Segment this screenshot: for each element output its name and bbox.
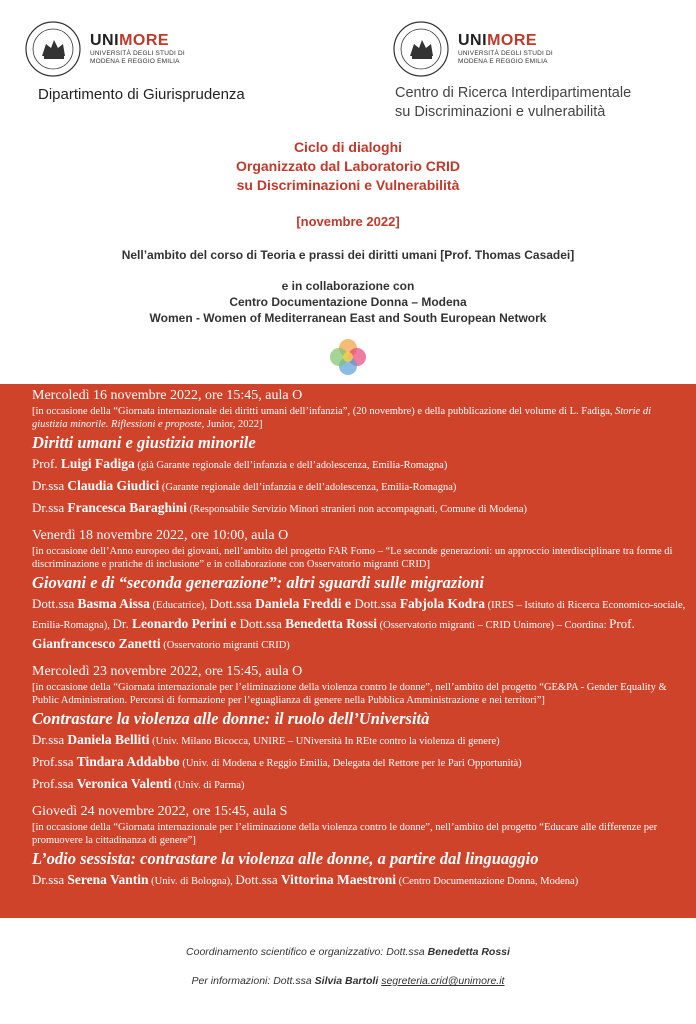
- header: [0, 0, 696, 135]
- speaker: Dr.ssa Daniela Belliti (Univ. Milano Bicocca, UNIRE – UNiversità In REte contro la violenza di genere): [32, 732, 500, 747]
- speaker: Dr.ssa Claudia Giudici (Garante regionale dell’infanzia e dell’adolescenza, Emilia-Romagna): [32, 478, 457, 493]
- event-item: [32, 803, 686, 891]
- intro-section: [0, 138, 696, 379]
- collaboration-block: e in collaborazione con Centro Documentazione Donna – Modena Women - Women of Mediterranean East and South European Network: [149, 279, 547, 325]
- info-line: Per informazioni: Dott.ssa Silvia Bartoli segreteria.crid@unimore.it: [191, 975, 505, 987]
- course-line: Nell’ambito del corso di Teoria e prassi dei diritti umani [Prof. Thomas Casadei]: [121, 248, 575, 262]
- unimore-wordmark: UNIMORE UNIVERSITÀ DEGLI STUDI DI MODENA E REGGIO EMILIA: [90, 32, 185, 65]
- event-title: Giovani e di “seconda generazione”: altri sguardi sulle migrazioni: [32, 573, 484, 592]
- event-context: [in occasione della “Giornata internazionale per l’eliminazione della violenza contro le donne”, nell’ambito del progetto “GE&PA - Gender Equality & Public Administration. Percorsi di formazione per l’eguaglianza di genere nella Pubblica Amministrazione e nei territori”]: [32, 682, 667, 706]
- event-title: Contrastare la violenza alle donne: il ruolo dell’Università: [32, 709, 430, 728]
- event-item: [32, 663, 686, 795]
- email-link[interactable]: segreteria.crid@unimore.it: [381, 975, 505, 987]
- speaker: Prof. Luigi Fadiga (già Garante regionale dell’infanzia e dell’adolescenza, Emilia-Romagna): [32, 456, 448, 471]
- coordination-line: Coordinamento scientifico e organizzativo: Dott.ssa Benedetta Rossi: [186, 946, 510, 958]
- event-title: Diritti umani e giustizia minorile: [32, 433, 256, 452]
- speaker-list: Dr.ssa Serena Vantin (Univ. di Bologna), Dott.ssa Vittorina Maestroni (Centro Documentazione Donna, Modena): [32, 872, 579, 887]
- cycle-title: Ciclo di dialoghi Organizzato dal Laboratorio CRID su Discriminazioni e Vulnerabilità: [235, 139, 460, 193]
- speaker: Prof.ssa Veronica Valenti (Univ. di Parma): [32, 776, 245, 791]
- speaker: Prof.ssa Tindara Addabbo (Univ. di Modena e Reggio Emilia, Delegata del Rettore per le Pari Opportunità): [32, 754, 522, 769]
- event-context: [in occasione della “Giornata internazionale dei diritti umani dell’infanzia”, (20 novembre) e della pubblicazione del volume di L. Fadiga, Storie di giustizia minorile. Riflessioni e proposte, Junior, 2022]: [32, 406, 651, 430]
- unimore-wordmark: UNIMORE UNIVERSITÀ DEGLI STUDI DI MODENA E REGGIO EMILIA: [458, 32, 553, 65]
- speaker: Dr.ssa Francesca Baraghini (Responsabile Servizio Minori stranieri non accompagnati, Comune di Modena): [32, 500, 528, 515]
- event-context: [in occasione della “Giornata internazionale per l’eliminazione della violenza contro le donne”, nell’ambito del progetto “Educare alle differenze per promuovere la cittadinanza di genere”]: [32, 822, 658, 846]
- department-name: Dipartimento di Giurisprudenza: [38, 86, 245, 103]
- event-title: L’odio sessista: contrastare la violenza alle donne, a partire dal linguaggio: [32, 849, 539, 868]
- footer: [0, 946, 696, 987]
- network-flower-icon: [326, 335, 370, 379]
- events-band: [0, 384, 696, 918]
- university-seal-icon: [392, 20, 450, 78]
- university-seal-icon: [24, 20, 82, 78]
- unimore-logo-left: [24, 20, 185, 78]
- event-item: [32, 527, 686, 655]
- speaker-list: Dott.ssa Basma Aissa (Educatrice), Dott.ssa Daniela Freddi e Dott.ssa Fabjola Kodra (IRES – Istituto di Ricerca Economico-sociale, Emilia-Romagna), Dr. Leonardo Perini e Dott.ssa Benedetta Rossi (Osservatorio migranti – CRID Unimore) – Coordina: Prof. Gianfrancesco Zanetti (Osservatorio migranti CRID): [32, 596, 686, 651]
- cycle-date: [novembre 2022]: [296, 214, 400, 229]
- event-datetime: Mercoledì 16 novembre 2022, ore 15:45, aula O: [32, 388, 303, 403]
- event-context: [in occasione dell’Anno europeo dei giovani, nell’ambito del progetto FAR Fomo – “Le seconde generazioni: un approccio interdisciplinare tra forme di discriminazione e pratiche di inclusione” e in collaborazione con Osservatorio migranti CRID]: [32, 546, 673, 570]
- event-datetime: Mercoledì 23 novembre 2022, ore 15:45, aula O: [32, 664, 303, 679]
- research-center-name: Centro di Ricerca Interdipartimentale su Discriminazioni e vulnerabilità: [395, 85, 632, 120]
- event-datetime: Giovedì 24 novembre 2022, ore 15:45, aula S: [32, 804, 288, 819]
- event-item: [32, 387, 686, 519]
- unimore-logo-right: [392, 20, 553, 78]
- event-datetime: Venerdì 18 novembre 2022, ore 10:00, aula O: [32, 528, 289, 543]
